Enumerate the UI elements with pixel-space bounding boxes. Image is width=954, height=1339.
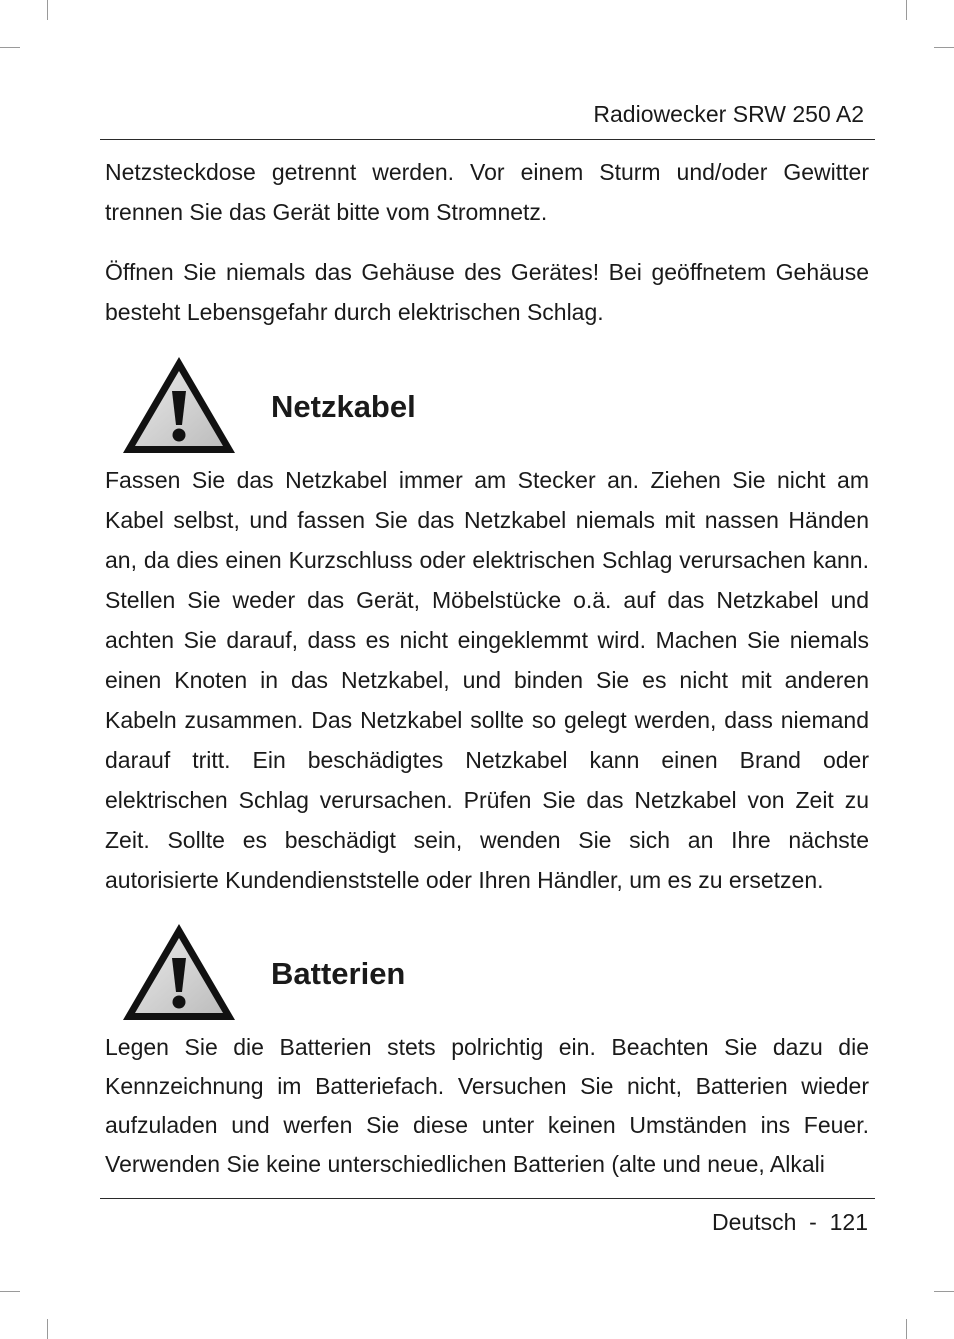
crop-mark (0, 47, 20, 48)
page-footer (712, 1207, 868, 1237)
document-header-title: Radiowecker SRW 250 A2 (593, 101, 864, 127)
page-number: 121 (829, 1209, 868, 1235)
crop-mark (906, 1319, 907, 1339)
section-title-netzkabel: Netzkabel (271, 389, 416, 424)
crop-mark (47, 1319, 48, 1339)
crop-mark (0, 1291, 20, 1292)
header-rule (100, 139, 875, 140)
crop-mark (47, 0, 48, 20)
warning-triangle-icon (121, 922, 237, 1022)
body-paragraph: Öffnen Sie niemals das Gehäuse des Gerätes! Bei geöffnetem Gehäuse besteht Lebensgefahr durch elektrischen Schlag. (105, 259, 869, 325)
crop-mark (906, 0, 907, 20)
body-paragraph: Netzsteckdose getrennt werden. Vor einem Sturm und/oder Gewitter trennen Sie das Gerät bitte vom Stromnetz. (105, 159, 869, 225)
section-text-batterien: Legen Sie die Batterien stets polrichtig ein. Beachten Sie dazu die Kennzeichnung im Batteriefach. Versuchen Sie nicht, Batterien wieder aufzuladen und werfen Sie diese unter keinen Umständen ins Feuer. Verwenden Sie keine unterschiedlichen Batterien (alte und neue, Alkali (105, 1034, 869, 1177)
section-title-batterien: Batterien (271, 956, 406, 991)
footer-language: Deutsch (712, 1209, 797, 1235)
footer-rule (100, 1198, 875, 1199)
footer-separator: - (809, 1209, 817, 1235)
crop-mark (934, 1291, 954, 1292)
section-text-netzkabel: Fassen Sie das Netzkabel immer am Stecker an. Ziehen Sie nicht am Kabel selbst, und fassen Sie das Netzkabel niemals mit nassen Händen an, da dies einen Kurzschluss oder elektrischen Schlag verursachen kann. Stellen Sie weder das Gerät, Möbelstücke o.ä. auf das Netzkabel und achten Sie darauf, dass es nicht eingeklemmt wird. Machen Sie niemals einen Knoten in das Netzkabel, und binden Sie es nicht mit anderen Kabeln zusammen. Das Netzkabel sollte so gelegt werden, dass niemand darauf tritt. Ein beschädigtes Netzkabel kann einen Brand oder elektrischen Schlag verursachen. Prüfen Sie das Netzkabel von Zeit zu Zeit. Sollte es beschädigt sein, wenden Sie sich an Ihre nächste autorisierte Kundendienststelle oder Ihren Händler, um es zu ersetzen. (105, 467, 869, 893)
crop-mark (934, 47, 954, 48)
warning-triangle-icon (121, 355, 237, 455)
